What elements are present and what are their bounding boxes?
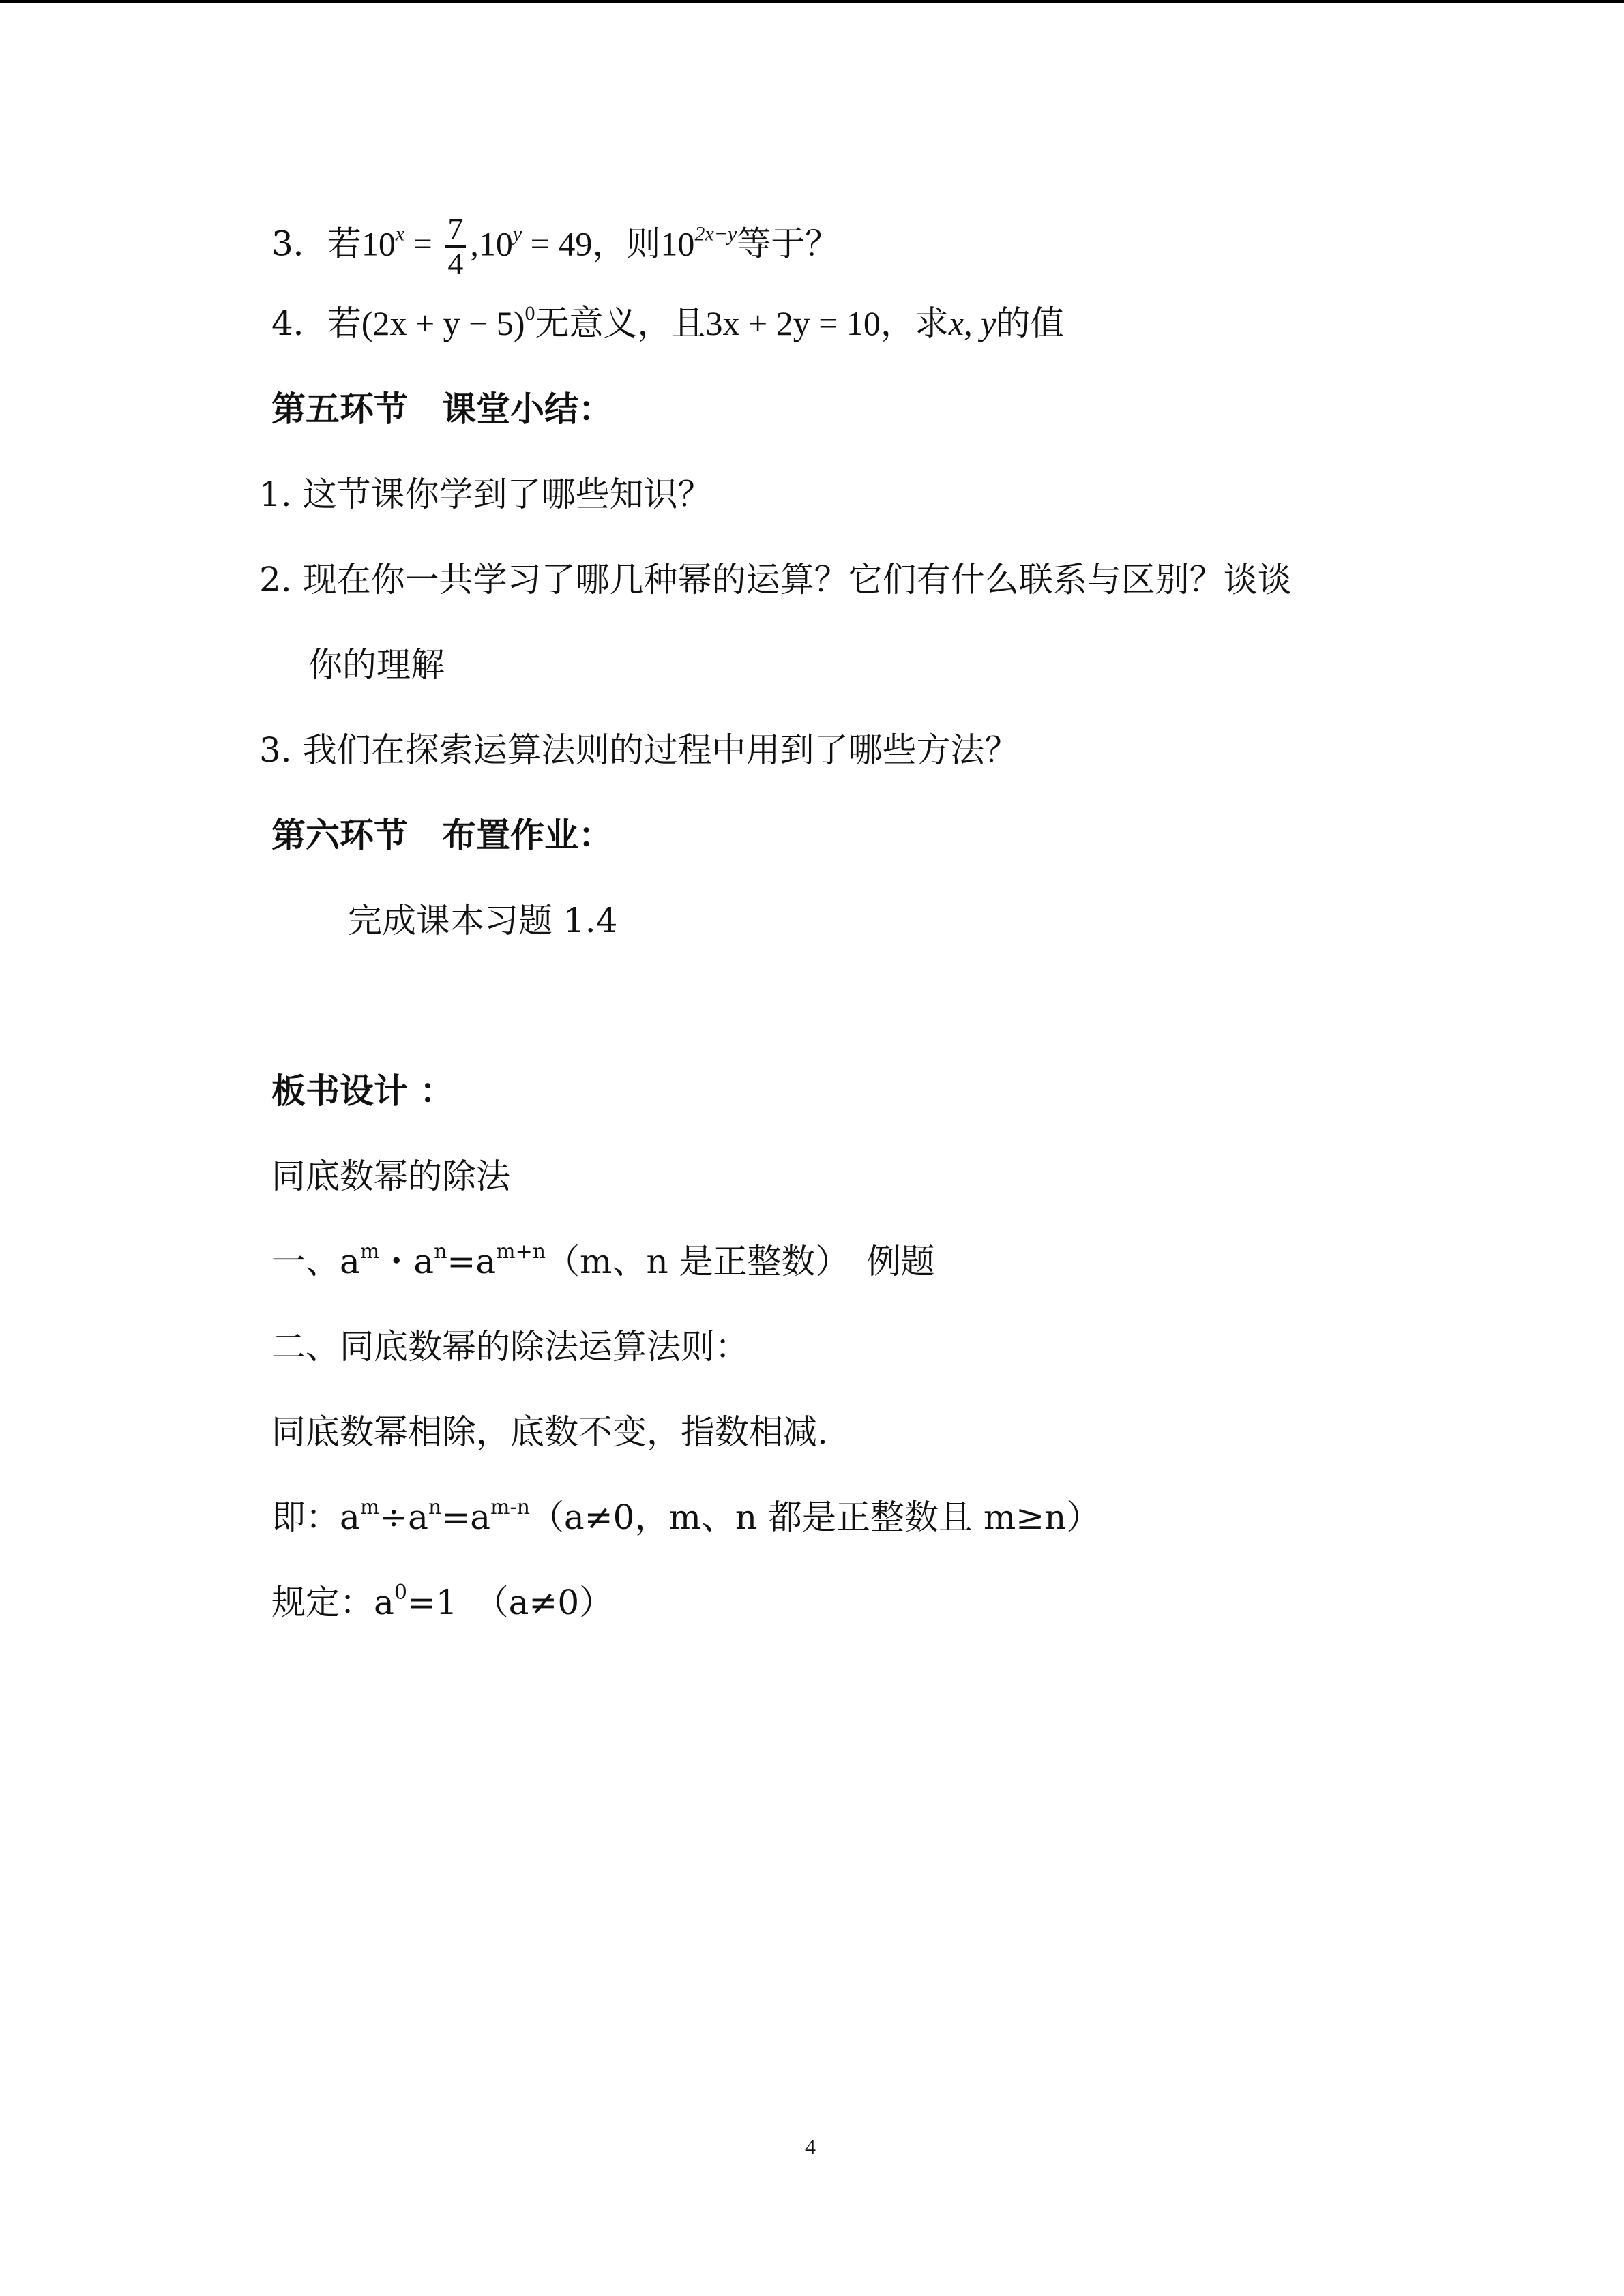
fraction-numerator: 7	[445, 213, 466, 248]
math-equals: = 49	[522, 224, 593, 263]
problem-text: 无意义，且	[535, 303, 706, 343]
math-variables: x, y	[948, 304, 996, 342]
problem-number: 3．	[271, 224, 327, 264]
board-text: =a	[447, 1242, 497, 1281]
homework-task: 完成课本习题 1.4	[348, 901, 618, 940]
summary-item-2: 2. 现在你一共学习了哪几种幂的运算？它们有什么联系与区别？谈谈	[259, 560, 1292, 599]
board-text: 即：a	[271, 1497, 360, 1537]
board-text: =a	[441, 1497, 491, 1537]
problem-3	[271, 213, 839, 280]
summary-item-1: 1. 这节课你学到了哪些知识？	[259, 475, 712, 514]
math-exponent: x	[395, 222, 405, 245]
math-exponent: m-n	[490, 1495, 530, 1519]
math-expression: (2x + y − 5)	[361, 304, 525, 342]
board-line-4	[271, 1497, 1100, 1538]
page-number: 4	[805, 2134, 816, 2159]
board-text: （m、n 是正整数） 例题	[546, 1242, 935, 1281]
board-line-3: 同底数幂相除，底数不变，指数相减.	[271, 1412, 828, 1452]
math-exponent: m+n	[496, 1240, 546, 1264]
fraction	[445, 213, 466, 280]
problem-text: ，求	[880, 303, 949, 343]
math-base: 10	[361, 224, 396, 263]
math-exponent: m	[359, 1495, 380, 1519]
section-5-heading: 第五环节 课堂小结：	[271, 389, 612, 429]
math-exponent: 2x−y	[694, 222, 737, 245]
board-title: 同底数幂的除法	[271, 1157, 510, 1196]
math-exponent: n	[434, 1240, 447, 1264]
math-expression: 3x + 2y = 10	[705, 304, 881, 342]
math-equals: =	[404, 224, 441, 263]
problem-text: 若	[327, 224, 361, 264]
summary-item-2-continued: 你的理解	[308, 645, 445, 685]
problem-text: 的值	[996, 303, 1065, 343]
summary-item-3: 3. 我们在探索运算法则的过程中用到了哪些方法？	[259, 730, 1019, 770]
board-text: ÷a	[379, 1497, 428, 1537]
board-text: （a≠0，m、n 都是正整数且 m≥n）	[529, 1497, 1101, 1537]
math-exponent: n	[428, 1495, 442, 1519]
problem-text: 等于？	[737, 224, 840, 264]
board-line-1	[271, 1241, 935, 1282]
board-text: 一、a	[271, 1242, 360, 1281]
board-line-2: 二、同底数幂的除法运算法则：	[271, 1327, 749, 1367]
board-design-heading: 板书设计 ：	[271, 1071, 454, 1111]
fraction-denominator: 4	[447, 246, 464, 281]
section-6-heading: 第六环节 布置作业：	[271, 815, 612, 855]
problem-text: 若	[327, 303, 361, 343]
page-top-border	[0, 0, 1624, 3]
problem-4	[271, 303, 1064, 344]
board-text: =1 （a≠0）	[407, 1583, 614, 1622]
board-text: ・a	[379, 1242, 434, 1281]
math-exponent: m	[359, 1240, 380, 1264]
math-exponent: 0	[394, 1581, 407, 1605]
problem-text: ，则	[592, 224, 661, 264]
board-text: 规定：a	[271, 1583, 394, 1622]
problem-number: 4．	[271, 303, 327, 343]
math-exponent: y	[512, 222, 522, 245]
board-line-5	[271, 1582, 613, 1623]
math-base: 10	[660, 224, 695, 263]
math-exponent: 0	[525, 302, 535, 325]
math-base: ,10	[470, 224, 513, 263]
